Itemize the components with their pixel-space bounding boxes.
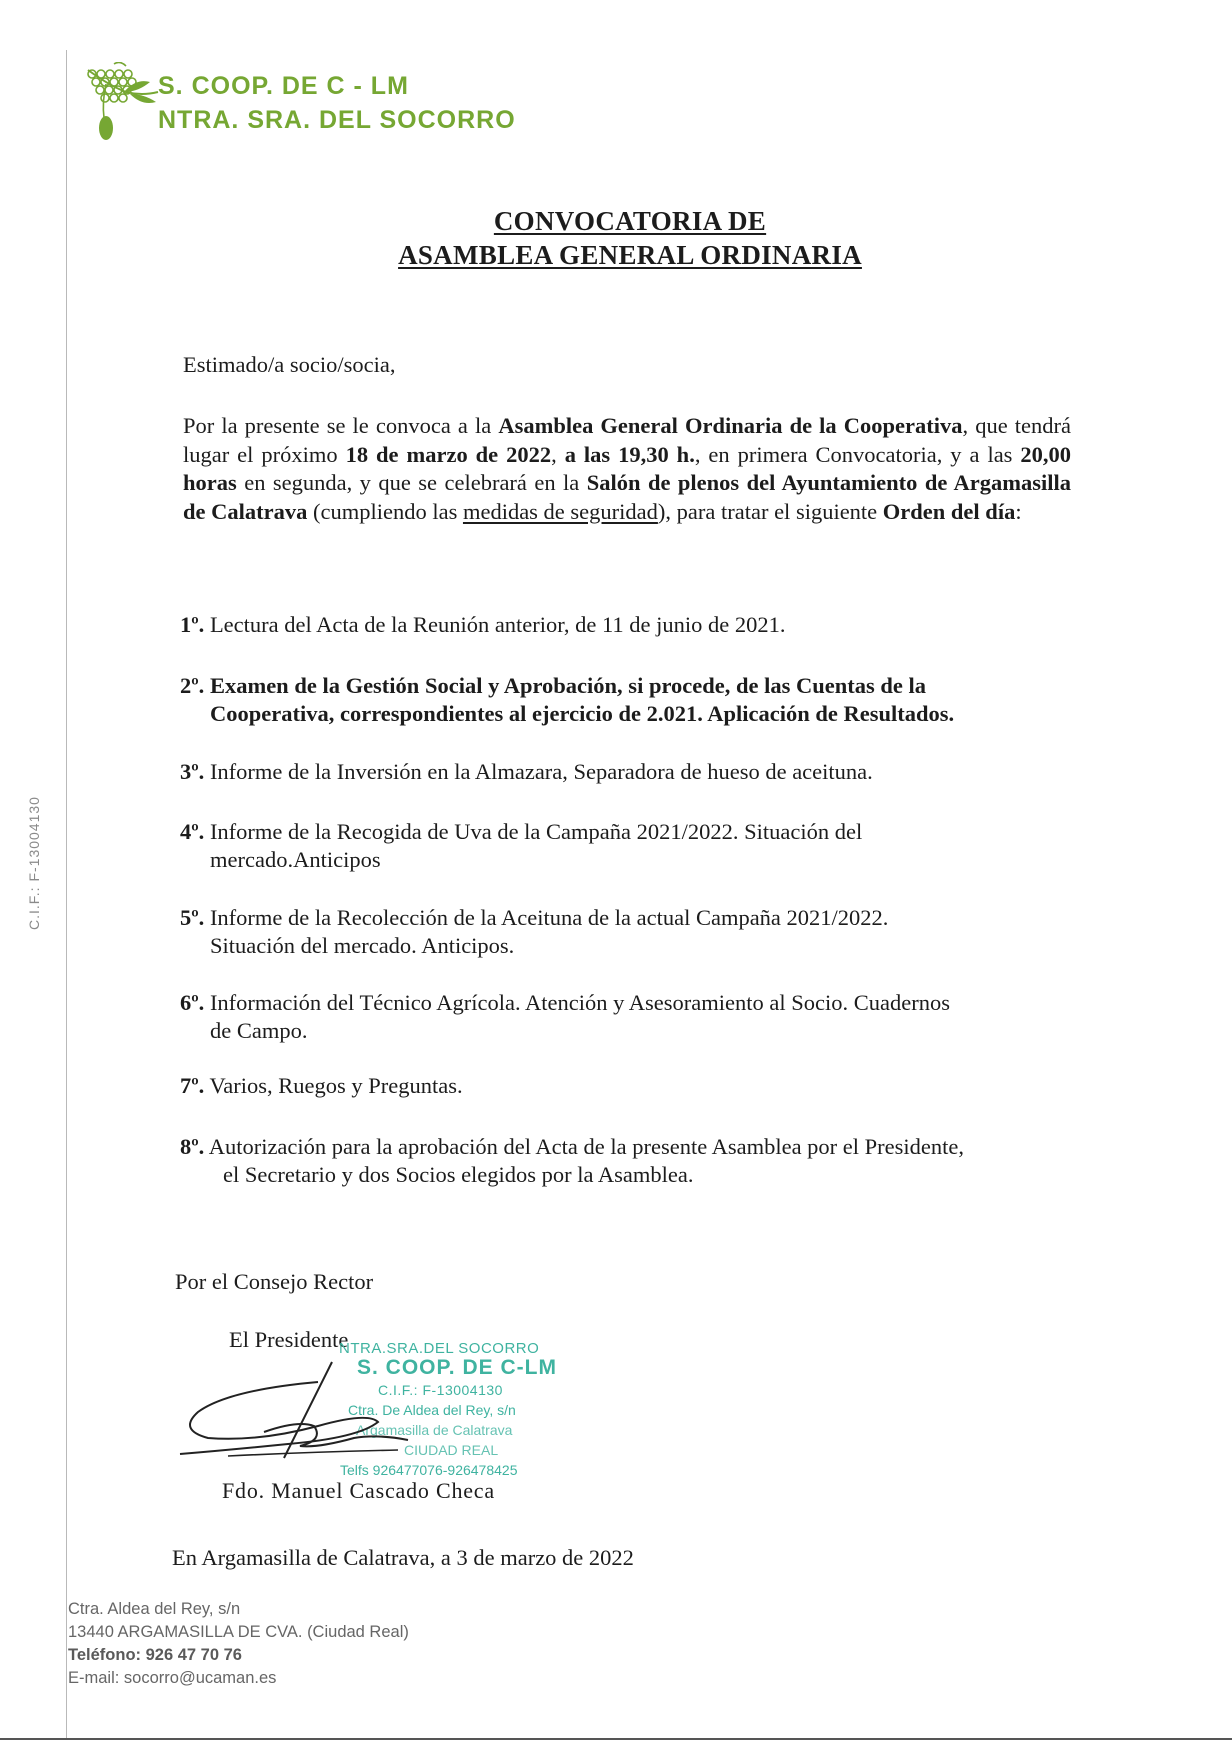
agenda-item-3: 3º. Informe de la Inversión en la Almazara, Separadora de hueso de aceituna.	[180, 759, 873, 784]
left-margin-rule	[66, 50, 67, 1740]
agenda-item-1: 1º. Lectura del Acta de la Reunión anterior, de 11 de junio de 2021.	[180, 612, 786, 637]
bottom-edge-rule	[0, 1738, 1232, 1740]
stamp-line-7: Telfs 926477076-926478425	[340, 1462, 518, 1478]
title-line-2: ASAMBLEA GENERAL ORDINARIA	[398, 240, 862, 270]
agenda-item-6: 6º. Información del Técnico Agrícola. Atención y Asesoramiento al Socio. Cuadernos de Campo.	[180, 990, 950, 1043]
stamp-line-6: CIUDAD REAL	[404, 1442, 499, 1458]
letterhead-line-2: NTRA. SRA. DEL SOCORRO	[158, 106, 516, 134]
stamp-line-5: Argamasilla de Calatrava	[356, 1422, 513, 1438]
agenda-item-8: 8º. Autorización para la aprobación del Acta de la presente Asamblea por el Presidente, el Secretario y dos Socios elegidos por la Asamblea.	[180, 1134, 965, 1187]
signer-name: Fdo. Manuel Cascado Checa	[222, 1478, 495, 1503]
footer-city: 13440 ARGAMASILLA DE CVA. (Ciudad Real)	[68, 1623, 409, 1641]
agenda-item-4: 4º. Informe de la Recogida de Uva de la Campaña 2021/2022. Situación del mercado.Anticipos	[180, 819, 863, 872]
president-label: El Presidente	[229, 1327, 349, 1352]
greeting: Estimado/a socio/socia,	[183, 352, 396, 377]
grapes-icon	[84, 62, 140, 108]
stamp-line-2: S. COOP. DE C-LM	[357, 1356, 557, 1379]
footer-address: Ctra. Aldea del Rey, s/n	[68, 1600, 241, 1618]
footer-email: E-mail: socorro@ucaman.es	[68, 1669, 277, 1687]
council-signoff: Por el Consejo Rector	[175, 1269, 374, 1294]
place-and-date: En Argamasilla de Calatrava, a 3 de marzo de 2022	[172, 1545, 634, 1570]
letterhead-line-1: S. COOP. DE C - LM	[158, 72, 409, 100]
side-cif-text: C.I.F.: F-13004130	[26, 796, 42, 930]
stamp-line-1: NTRA.SRA.DEL SOCORRO	[339, 1340, 540, 1357]
title-line-1: CONVOCATORIA DE	[493, 206, 767, 236]
stamp-line-4: Ctra. De Aldea del Rey, s/n	[348, 1402, 516, 1418]
agenda-item-7: 7º. Varios, Ruegos y Preguntas.	[180, 1073, 463, 1098]
intro-paragraph: Por la presente se le convoca a la Asamblea General Ordinaria de la Cooperativa, que tendrá lugar el próximo 18 de marzo de 2022, a las 19,30 h., en primera Convocatoria, y a las 20,00 horas en segunda, y que se celebrará en la Salón de plenos del Ayuntamiento de Argamasilla de Calatrava (cumpliendo las medidas de seguridad), para tratar el siguiente Orden del día:	[183, 413, 1072, 524]
footer-phone: Teléfono: 926 47 70 76	[68, 1646, 242, 1664]
agenda-item-5: 5º. Informe de la Recolección de la Aceituna de la actual Campaña 2021/2022. Situación del mercado. Anticipos.	[180, 905, 889, 958]
stamp-line-3: C.I.F.: F-13004130	[378, 1382, 503, 1398]
letterhead-logo	[84, 62, 524, 146]
handwritten-signature	[168, 1360, 468, 1470]
agenda-item-2: 2º. Examen de la Gestión Social y Aprobación, si procede, de las Cuentas de la Cooperativa, correspondientes al ejercicio de 2.021. Aplicación de Resultados.	[180, 673, 955, 726]
